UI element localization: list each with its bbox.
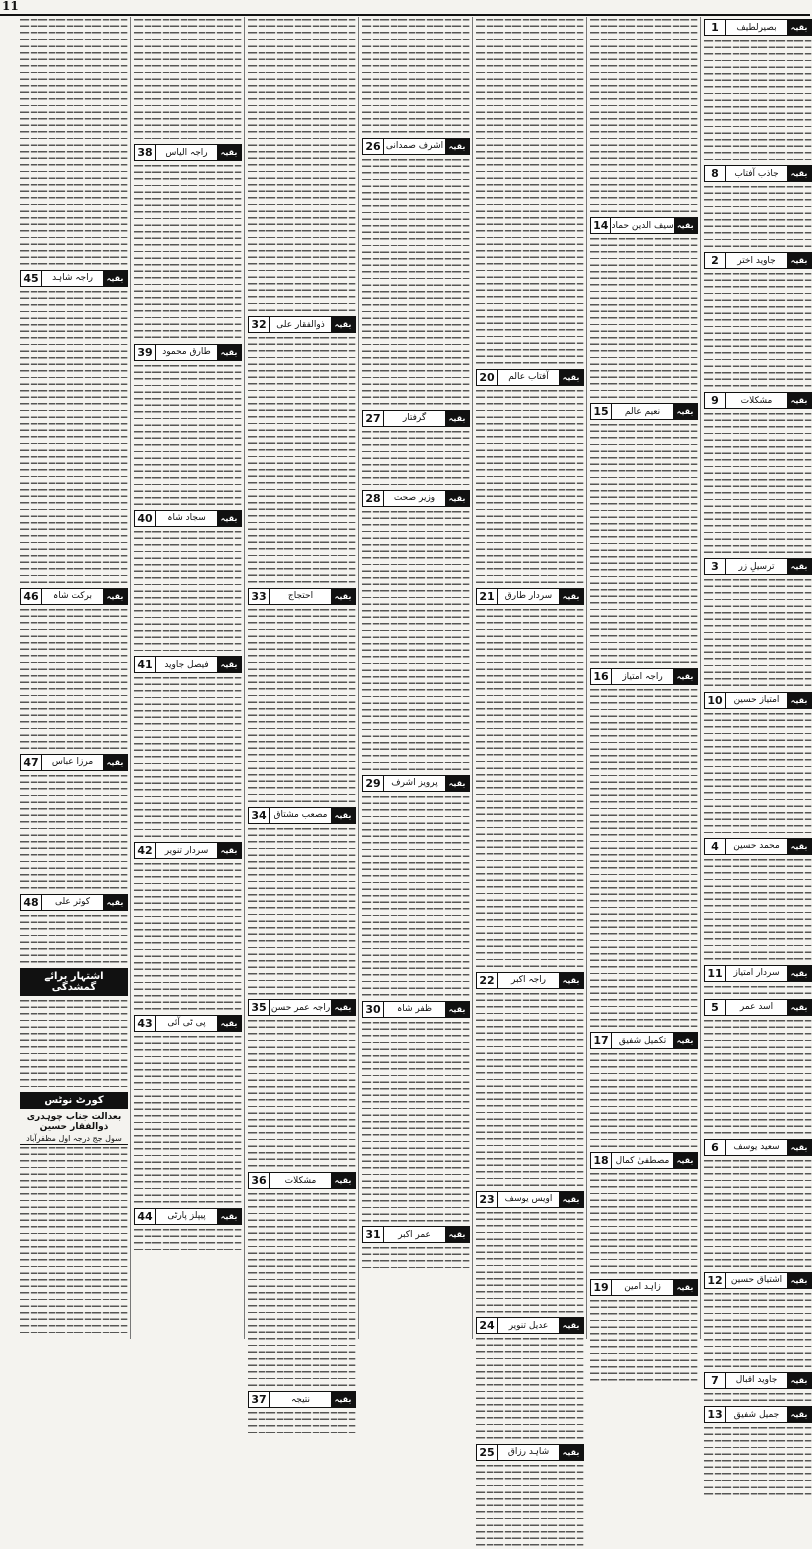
continuation-title: فیصل جاوید [156, 657, 217, 672]
continuation-tag: بقیہ [103, 895, 127, 910]
continuation-header[interactable] [590, 1152, 698, 1169]
article-text [704, 1291, 812, 1370]
continuation-header[interactable] [248, 588, 356, 605]
continuation-header[interactable] [248, 1391, 356, 1408]
continuation-header[interactable] [704, 392, 812, 409]
column-7 [20, 17, 128, 1339]
continuation-header[interactable] [134, 842, 242, 859]
article-text [20, 607, 128, 752]
continuation-title: جاوید اختر [726, 253, 787, 268]
continuation-number: 10 [705, 693, 726, 708]
continuation-tag: بقیہ [559, 370, 583, 385]
continuation-number: 16 [591, 669, 612, 684]
continuation-tag: بقیہ [787, 1373, 811, 1388]
notice-subheading: سول جج درجہ اول مظفرآباد [20, 1133, 128, 1145]
continuation-tag: بقیہ [559, 973, 583, 988]
column-6 [134, 17, 242, 1339]
column-1 [704, 17, 812, 1422]
article-text [476, 388, 584, 586]
continuation-header[interactable] [248, 807, 356, 824]
article-text [704, 577, 812, 689]
continuation-tag: بقیہ [217, 1016, 241, 1031]
continuation-header[interactable] [590, 1279, 698, 1296]
page-number: 11 [2, 0, 19, 13]
continuation-tag: بقیہ [445, 411, 469, 426]
continuation-number: 15 [591, 404, 612, 419]
continuation-title: اویس یوسف [498, 1192, 559, 1207]
article-text [590, 1298, 698, 1384]
continuation-title: آفتاب عالم [498, 370, 559, 385]
continuation-number: 2 [705, 253, 726, 268]
continuation-title: مشکلات [270, 1173, 331, 1188]
article-text [362, 794, 470, 999]
continuation-header[interactable] [134, 1208, 242, 1225]
article-text [704, 1018, 812, 1137]
continuation-header[interactable] [704, 165, 812, 182]
continuation-number: 48 [21, 895, 42, 910]
article-text [590, 17, 698, 215]
continuation-number: 21 [477, 589, 498, 604]
continuation-number: 17 [591, 1033, 612, 1048]
continuation-title: برکت شاہ [42, 589, 103, 604]
article-text [704, 1425, 812, 1498]
continuation-number: 34 [249, 808, 270, 823]
article-text [704, 1158, 812, 1270]
article-text [248, 1018, 356, 1170]
continuation-tag: بقیہ [331, 1000, 355, 1015]
continuation-tag: بقیہ [673, 1280, 697, 1295]
article-text [704, 711, 812, 836]
article-text [134, 363, 242, 508]
continuation-number: 4 [705, 839, 726, 854]
continuation-header[interactable] [20, 754, 128, 771]
continuation-number: 31 [363, 1227, 384, 1242]
continuation-tag: بقیہ [217, 345, 241, 360]
continuation-title: طارق محمود [156, 345, 217, 360]
continuation-number: 47 [21, 755, 42, 770]
article-text [590, 687, 698, 1030]
continuation-title: احتجاج [270, 589, 331, 604]
continuation-tag: بقیہ [673, 669, 697, 684]
continuation-title: تکمیل شفیق [612, 1033, 673, 1048]
continuation-title: نتیجہ [270, 1392, 331, 1407]
continuation-tag: بقیہ [103, 271, 127, 286]
article-text [362, 509, 470, 773]
article-text [248, 17, 356, 314]
article-text [134, 1034, 242, 1206]
continuation-title: مصطفیٰ کمال [612, 1153, 673, 1168]
continuation-header[interactable] [362, 775, 470, 792]
article-text [134, 17, 242, 142]
continuation-header[interactable] [248, 999, 356, 1016]
continuation-number: 30 [363, 1002, 384, 1017]
continuation-number: 22 [477, 973, 498, 988]
continuation-tag: بقیہ [217, 145, 241, 160]
article-text [476, 607, 584, 970]
continuation-header[interactable] [704, 558, 812, 575]
continuation-header[interactable] [704, 999, 812, 1016]
continuation-tag: بقیہ [217, 1209, 241, 1224]
continuation-header[interactable] [248, 1172, 356, 1189]
continuation-tag: بقیہ [787, 1407, 811, 1422]
continuation-number: 6 [705, 1140, 726, 1155]
continuation-header[interactable] [134, 510, 242, 527]
continuation-number: 14 [591, 218, 611, 233]
continuation-tag: بقیہ [331, 808, 355, 823]
continuation-title: پیپلز پارٹی [156, 1209, 217, 1224]
continuation-header[interactable] [704, 19, 812, 36]
continuation-number: 18 [591, 1153, 612, 1168]
continuation-header[interactable] [476, 1317, 584, 1334]
continuation-number: 27 [363, 411, 384, 426]
continuation-title: اشرف صمدانی [384, 139, 445, 154]
continuation-tag: بقیہ [445, 776, 469, 791]
continuation-number: 46 [21, 589, 42, 604]
continuation-title: ظفر شاہ [384, 1002, 445, 1017]
article-text [248, 826, 356, 998]
continuation-number: 44 [135, 1209, 156, 1224]
continuation-title: راجہ شاہد [42, 271, 103, 286]
continuation-number: 9 [705, 393, 726, 408]
continuation-header[interactable] [590, 403, 698, 420]
continuation-title: کوثر علی [42, 895, 103, 910]
continuation-title: شاہد رزاق [498, 1445, 559, 1460]
continuation-title: امتیاز حسین [726, 693, 787, 708]
article-text [134, 861, 242, 1013]
continuation-header[interactable] [704, 838, 812, 855]
continuation-tag: بقیہ [673, 404, 697, 419]
continuation-number: 26 [363, 139, 384, 154]
continuation-number: 8 [705, 166, 726, 181]
continuation-header[interactable] [20, 894, 128, 911]
continuation-number: 33 [249, 589, 270, 604]
article-text [362, 17, 470, 136]
column-4 [362, 17, 470, 1339]
continuation-title: نعیم عالم [612, 404, 673, 419]
article-text [704, 184, 812, 250]
continuation-number: 25 [477, 1445, 498, 1460]
article-text [134, 529, 242, 654]
article-text [704, 411, 812, 556]
continuation-header[interactable] [590, 217, 698, 234]
column-divider [472, 17, 473, 1339]
continuation-tag: بقیہ [559, 589, 583, 604]
article-text [134, 675, 242, 840]
continuation-title: اسد عمر [726, 1000, 787, 1015]
continuation-title: گرفتار [384, 411, 445, 426]
column-divider [358, 17, 359, 1339]
continuation-number: 40 [135, 511, 156, 526]
continuation-number: 32 [249, 317, 270, 332]
continuation-header[interactable] [476, 588, 584, 605]
article-text [248, 1191, 356, 1389]
continuation-header[interactable] [704, 1372, 812, 1389]
article-text [134, 163, 242, 341]
continuation-tag: بقیہ [674, 218, 697, 233]
article-text [362, 157, 470, 408]
continuation-header[interactable] [704, 1139, 812, 1156]
column-divider [244, 17, 245, 1339]
article-text [362, 429, 470, 488]
article-text [704, 857, 812, 963]
notice-title: کورٹ نوٹس [20, 1092, 128, 1109]
continuation-header[interactable] [704, 252, 812, 269]
continuation-title: سردار تنویر [156, 843, 217, 858]
continuation-title: جاوید اقبال [726, 1373, 787, 1388]
continuation-title: سردار طارق [498, 589, 559, 604]
article-text [362, 1020, 470, 1225]
article-text [590, 422, 698, 666]
continuation-header[interactable] [362, 1226, 470, 1243]
continuation-title: عمر اکبر [384, 1227, 445, 1242]
continuation-tag: بقیہ [217, 843, 241, 858]
continuation-header[interactable] [134, 144, 242, 161]
continuation-header[interactable] [20, 270, 128, 287]
continuation-tag: بقیہ [673, 1153, 697, 1168]
continuation-header[interactable] [704, 965, 812, 982]
continuation-number: 7 [705, 1373, 726, 1388]
continuation-number: 23 [477, 1192, 498, 1207]
continuation-tag: بقیہ [445, 139, 469, 154]
continuation-header[interactable] [590, 1032, 698, 1049]
continuation-title: سعید یوسف [726, 1140, 787, 1155]
continuation-tag: بقیہ [103, 589, 127, 604]
continuation-number: 42 [135, 843, 156, 858]
column-2 [590, 17, 698, 1339]
continuation-header[interactable] [476, 1191, 584, 1208]
continuation-number: 20 [477, 370, 498, 385]
continuation-tag: بقیہ [445, 491, 469, 506]
continuation-tag: بقیہ [103, 755, 127, 770]
continuation-tag: بقیہ [787, 253, 811, 268]
article-text [590, 1171, 698, 1277]
continuation-header[interactable] [704, 692, 812, 709]
continuation-number: 13 [705, 1407, 726, 1422]
continuation-title: بصیرلطیف [726, 20, 787, 35]
continuation-tag: بقیہ [787, 839, 811, 854]
continuation-number: 29 [363, 776, 384, 791]
continuation-number: 38 [135, 145, 156, 160]
continuation-title: سجاد شاہ [156, 511, 217, 526]
continuation-title: سیف الدین حماد [611, 218, 673, 233]
continuation-tag: بقیہ [331, 317, 355, 332]
article-text [248, 607, 356, 805]
continuation-number: 19 [591, 1280, 612, 1295]
continuation-number: 12 [705, 1273, 726, 1288]
continuation-title: وزیر صحت [384, 491, 445, 506]
article-text [476, 991, 584, 1189]
continuation-header[interactable] [362, 410, 470, 427]
continuation-title: مصعب مشتاق [270, 808, 331, 823]
continuation-tag: بقیہ [559, 1318, 583, 1333]
continuation-title: اشتیاق حسین [726, 1273, 787, 1288]
continuation-title: جاذب آفتاب [726, 166, 787, 181]
column-3 [476, 17, 584, 1459]
continuation-title: پرویز اشرف [384, 776, 445, 791]
continuation-tag: بقیہ [787, 1140, 811, 1155]
continuation-number: 41 [135, 657, 156, 672]
continuation-title: سردار امتیاز [726, 966, 787, 981]
continuation-header[interactable] [476, 369, 584, 386]
continuation-number: 24 [477, 1318, 498, 1333]
article-text [20, 1145, 128, 1336]
column-divider [700, 17, 701, 1339]
continuation-tag: بقیہ [787, 20, 811, 35]
continuation-tag: بقیہ [331, 1392, 355, 1407]
continuation-tag: بقیہ [787, 559, 811, 574]
continuation-title: پی ٹی آئی [156, 1016, 217, 1031]
continuation-tag: بقیہ [217, 511, 241, 526]
article-text [248, 1410, 356, 1436]
continuation-number: 3 [705, 559, 726, 574]
continuation-header[interactable] [20, 588, 128, 605]
continuation-header[interactable] [362, 1001, 470, 1018]
continuation-header[interactable] [590, 668, 698, 685]
continuation-title: راجہ الیاس [156, 145, 217, 160]
continuation-number: 11 [705, 966, 726, 981]
article-text [20, 998, 128, 1090]
article-text [248, 335, 356, 586]
column-divider [586, 17, 587, 1339]
continuation-tag: بقیہ [559, 1445, 583, 1460]
article-text [704, 38, 812, 163]
continuation-title: جمیل شفیق [726, 1407, 787, 1422]
article-text [20, 289, 128, 586]
continuation-title: مشکلات [726, 393, 787, 408]
article-text [476, 1210, 584, 1316]
article-text [20, 17, 128, 268]
continuation-number: 45 [21, 271, 42, 286]
continuation-number: 1 [705, 20, 726, 35]
continuation-tag: بقیہ [787, 693, 811, 708]
continuation-tag: بقیہ [445, 1227, 469, 1242]
continuation-title: ذوالفقار علی [270, 317, 331, 332]
continuation-tag: بقیہ [787, 966, 811, 981]
continuation-title: مرزا عباس [42, 755, 103, 770]
continuation-tag: بقیہ [445, 1002, 469, 1017]
article-text [704, 271, 812, 390]
continuation-header[interactable] [362, 138, 470, 155]
column-5 [248, 17, 356, 1407]
article-text [704, 984, 812, 997]
continuation-tag: بقیہ [787, 1000, 811, 1015]
article-text [134, 1227, 242, 1253]
continuation-number: 28 [363, 491, 384, 506]
continuation-tag: بقیہ [331, 1173, 355, 1188]
continuation-title: ترسیلِ زر [726, 559, 787, 574]
continuation-title: راجہ اکبر [498, 973, 559, 988]
continuation-title: عدیل تنویر [498, 1318, 559, 1333]
continuation-header[interactable] [134, 656, 242, 673]
article-text [20, 913, 128, 966]
continuation-header[interactable] [362, 490, 470, 507]
notice-heading: بعدالت جناب چوہدری ذوالفقار حسین [26, 1111, 122, 1132]
continuation-header[interactable] [248, 316, 356, 333]
page-header [0, 0, 810, 16]
continuation-tag: بقیہ [673, 1033, 697, 1048]
continuation-tag: بقیہ [331, 589, 355, 604]
article-text [476, 1336, 584, 1442]
continuation-header[interactable] [704, 1272, 812, 1289]
continuation-header[interactable] [134, 1015, 242, 1032]
notice-title: اشتہار برائے گمشدگی [20, 968, 128, 996]
continuation-title: محمد حسین [726, 839, 787, 854]
article-text [476, 17, 584, 367]
continuation-header[interactable] [134, 344, 242, 361]
column-divider [130, 17, 131, 1339]
continuation-number: 37 [249, 1392, 270, 1407]
continuation-title: زاہد امین [612, 1280, 673, 1295]
continuation-tag: بقیہ [787, 1273, 811, 1288]
continuation-number: 36 [249, 1173, 270, 1188]
continuation-header[interactable] [476, 972, 584, 989]
article-text [476, 1463, 584, 1549]
article-text [362, 1245, 470, 1271]
continuation-title: راجہ امتیاز [612, 669, 673, 684]
continuation-number: 39 [135, 345, 156, 360]
continuation-tag: بقیہ [787, 393, 811, 408]
article-text [590, 1051, 698, 1150]
continuation-header[interactable] [476, 1444, 584, 1461]
continuation-tag: بقیہ [217, 657, 241, 672]
article-text [704, 1391, 812, 1404]
continuation-header[interactable] [704, 1406, 812, 1423]
continuation-number: 43 [135, 1016, 156, 1031]
continuation-tag: بقیہ [559, 1192, 583, 1207]
continuation-title: راجہ عمر حسن [270, 1000, 331, 1015]
continuation-number: 5 [705, 1000, 726, 1015]
continuation-number: 35 [249, 1000, 270, 1015]
article-text [590, 236, 698, 401]
article-text [20, 773, 128, 892]
continuation-tag: بقیہ [787, 166, 811, 181]
